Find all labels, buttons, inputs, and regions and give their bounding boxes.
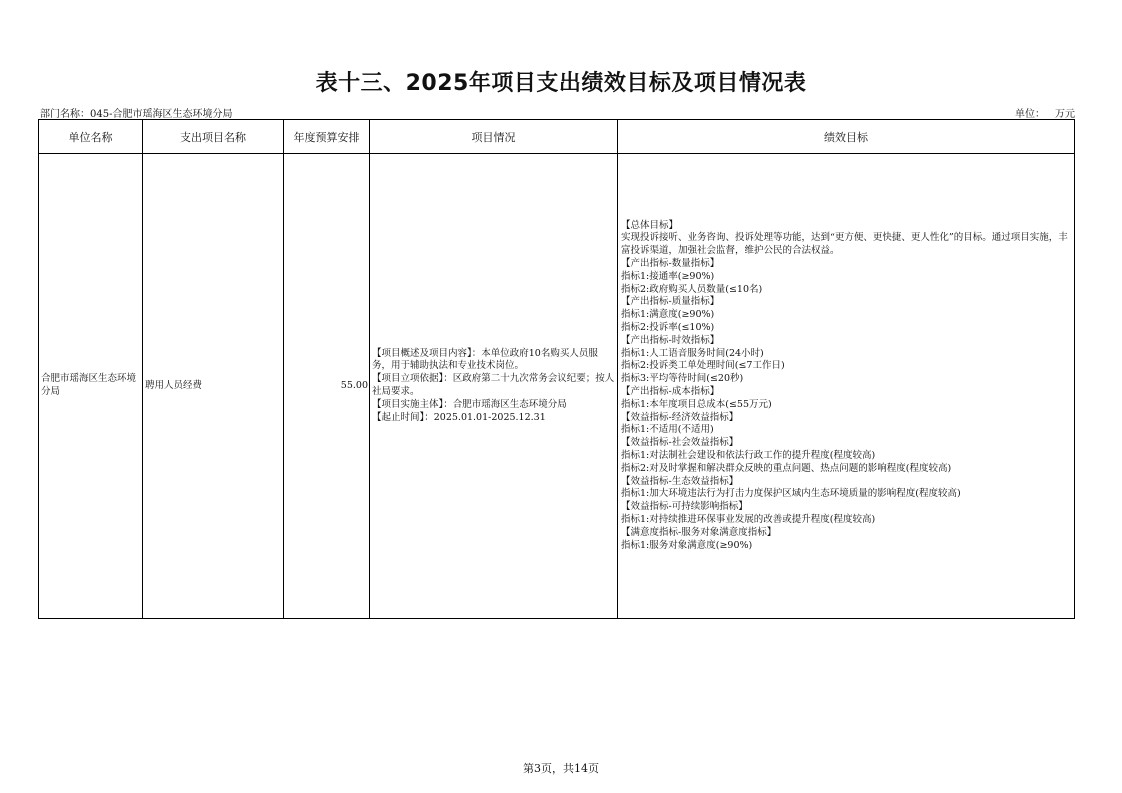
header-project-info: 项目情况 [370, 120, 618, 154]
performance-line: 【产出指标-成本指标】 [621, 386, 720, 397]
header-performance: 绩效目标 [618, 120, 1075, 154]
performance-line: 指标1:满意度(≥90%) [621, 309, 715, 321]
performance-table [38, 119, 1075, 619]
header-project-name: 支出项目名称 [143, 120, 284, 154]
unit-label: 单位： [1015, 109, 1045, 120]
performance-line: 【产出指标-质量指标】 [621, 296, 720, 308]
performance-line: 【效益指标-经济效益指标】 [621, 411, 739, 423]
performance-line: 【效益指标-可持续影响指标】 [621, 501, 748, 513]
performance-line: 【总体目标】 [621, 219, 679, 231]
cell-performance [618, 154, 1075, 619]
performance-line: 指标1:服务对象满意度(≥90%) [621, 539, 753, 551]
performance-line: 指标3:平均等待时间(≤20秒) [621, 373, 744, 385]
performance-line: 指标1:加大环境违法行为打击力度保护区域内生态环境质量的影响程度(程度较高) [621, 488, 961, 500]
performance-line: 指标1:对法制社会建设和依法行政工作的提升程度(程度较高) [621, 449, 876, 461]
performance-line: 指标2:投诉率(≤10%) [621, 322, 715, 334]
performance-line: 指标1:人工语音服务时间(24小时) [621, 347, 764, 359]
header-budget: 年度预算安排 [284, 120, 370, 154]
cell-project-info [370, 154, 618, 619]
cell-budget: 55.00 [284, 154, 370, 619]
project-info-line: 【起止时间】：2025.01.01-2025.12.31 [372, 411, 546, 423]
table-header-row [39, 120, 1075, 154]
performance-line: 指标1:不适用(不适用) [621, 424, 714, 436]
performance-line: 指标1:接通率(≥90%) [621, 270, 715, 282]
performance-line: 实现投诉接听、业务咨询、投诉处理等功能，达到“更方便、更快捷、更人性化”的目标。通过项目实施，丰富投诉渠道，加强社会监督，维护公民的合法权益。 [621, 232, 1068, 257]
unit-value: 万元 [1055, 109, 1075, 120]
project-info-line: 【项目实施主体】：合肥市瑶海区生态环境分局 [372, 398, 567, 410]
performance-line: 【效益指标-生态效益指标】 [621, 475, 739, 487]
project-info-line: 【项目概述及项目内容】：本单位政府10名购买人员服务，用于辅助执法和专业技术岗位。 [372, 347, 598, 372]
performance-line: 指标2:政府购买人员数量(≤10名) [621, 283, 763, 295]
performance-line: 指标1:对持续推进环保事业发展的改善或提升程度(程度较高) [621, 513, 876, 525]
project-info-line: 【项目立项依据】：区政府第二十九次常务会议纪要；按人社局要求。 [372, 373, 615, 397]
performance-line: 指标2:投诉类工单处理时间(≤7工作日) [621, 360, 785, 372]
cell-project-name: 聘用人员经费 [143, 154, 284, 619]
performance-line: 【产出指标-时效指标】 [621, 334, 720, 346]
page-title: 表十三、2025年项目支出绩效目标及项目情况表 [315, 71, 807, 96]
header-unit-name: 单位名称 [39, 120, 143, 154]
department-name: 部门名称：045-合肥市瑶海区生态环境分局 [40, 109, 233, 120]
performance-line: 【产出指标-数量指标】 [621, 258, 720, 270]
performance-line: 指标1:本年度项目总成本(≤55万元) [621, 398, 772, 410]
table-row [39, 154, 1075, 619]
unit-info [1015, 105, 1075, 120]
performance-line: 【满意度指标-服务对象满意度指标】 [621, 526, 777, 538]
performance-line: 【效益指标-社会效益指标】 [621, 437, 739, 449]
page-number: 第3页，共14页 [523, 762, 599, 775]
cell-unit-name: 合肥市瑶海区生态环境分局 [39, 154, 143, 619]
performance-line: 指标2:对及时掌握和解决群众反映的重点问题、热点问题的影响程度(程度较高) [621, 462, 952, 474]
